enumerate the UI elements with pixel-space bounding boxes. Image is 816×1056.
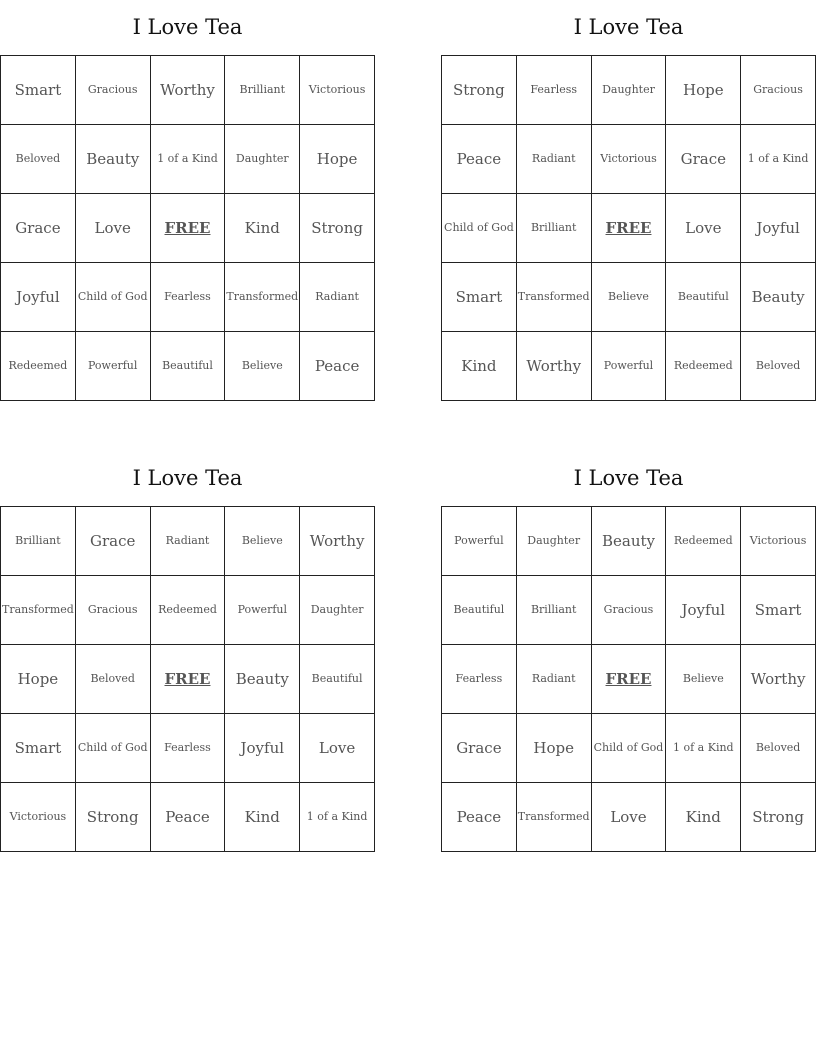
grid-cell: Daughter	[516, 507, 591, 576]
grid-cell: Believe	[666, 645, 741, 714]
grid-cell: Child of God	[75, 714, 150, 783]
grid-cell: Beauty	[75, 125, 150, 194]
bingo-grid	[0, 506, 375, 852]
grid-row	[442, 645, 816, 714]
grid-cell: Victorious	[1, 783, 76, 852]
grid-cell: Redeemed	[150, 576, 225, 645]
grid-row	[442, 783, 816, 852]
grid-row	[1, 645, 375, 714]
grid-row	[1, 125, 375, 194]
card-title: I Love Tea	[573, 15, 684, 39]
grid-cell: Transformed	[516, 263, 591, 332]
card-title: I Love Tea	[132, 466, 243, 490]
grid-cell: Worthy	[741, 645, 816, 714]
bingo-grid	[0, 55, 375, 401]
grid-row	[1, 194, 375, 263]
grid-row	[442, 332, 816, 401]
grid-row	[1, 332, 375, 401]
grid-cell: Joyful	[741, 194, 816, 263]
grid-cell: Beloved	[741, 714, 816, 783]
grid-cell: Fearless	[516, 56, 591, 125]
bingo-card-2	[441, 0, 816, 401]
grid-cell: Kind	[666, 783, 741, 852]
grid-cell: Beautiful	[442, 576, 517, 645]
grid-cell: Powerful	[75, 332, 150, 401]
grid-cell: Brilliant	[516, 576, 591, 645]
grid-cell: Love	[300, 714, 375, 783]
grid-cell: Strong	[442, 56, 517, 125]
grid-cell: Smart	[1, 714, 76, 783]
free-space-cell: FREE	[150, 645, 225, 714]
grid-cell: Smart	[741, 576, 816, 645]
grid-cell: Powerful	[225, 576, 300, 645]
grid-cell: Peace	[442, 783, 517, 852]
grid-cell: Strong	[75, 783, 150, 852]
grid-row	[442, 576, 816, 645]
grid-cell: Powerful	[442, 507, 517, 576]
grid-row	[442, 714, 816, 783]
grid-cell: Daughter	[225, 125, 300, 194]
grid-cell: Hope	[516, 714, 591, 783]
grid-cell: Radiant	[516, 125, 591, 194]
grid-row	[442, 507, 816, 576]
bingo-card-4	[441, 451, 816, 852]
grid-cell: Joyful	[1, 263, 76, 332]
bingo-grid	[441, 55, 816, 401]
grid-cell: Beauty	[225, 645, 300, 714]
grid-cell: Radiant	[516, 645, 591, 714]
grid-cell: Love	[666, 194, 741, 263]
grid-cell: Hope	[1, 645, 76, 714]
grid-cell: Victorious	[300, 56, 375, 125]
grid-row	[1, 507, 375, 576]
grid-cell: Victorious	[591, 125, 666, 194]
grid-cell: Powerful	[591, 332, 666, 401]
grid-cell: Daughter	[300, 576, 375, 645]
grid-cell: Love	[75, 194, 150, 263]
grid-cell: Beautiful	[666, 263, 741, 332]
grid-row	[1, 783, 375, 852]
grid-cell: Redeemed	[666, 332, 741, 401]
grid-row	[442, 125, 816, 194]
grid-cell: Beloved	[741, 332, 816, 401]
bingo-grid	[441, 506, 816, 852]
grid-cell: Gracious	[591, 576, 666, 645]
grid-row	[442, 56, 816, 125]
grid-row	[1, 263, 375, 332]
card-title: I Love Tea	[573, 466, 684, 490]
grid-cell: Grace	[1, 194, 76, 263]
grid-cell: Gracious	[75, 576, 150, 645]
bingo-card-3	[0, 451, 375, 852]
grid-cell: Believe	[225, 332, 300, 401]
grid-row	[1, 576, 375, 645]
grid-cell: Beloved	[1, 125, 76, 194]
grid-cell: Love	[591, 783, 666, 852]
grid-cell: Beauty	[741, 263, 816, 332]
grid-cell: Beauty	[591, 507, 666, 576]
grid-cell: Transformed	[1, 576, 76, 645]
grid-cell: Worthy	[300, 507, 375, 576]
grid-cell: Fearless	[442, 645, 517, 714]
grid-cell: Brilliant	[516, 194, 591, 263]
grid-cell: Gracious	[75, 56, 150, 125]
grid-cell: Gracious	[741, 56, 816, 125]
grid-cell: Fearless	[150, 714, 225, 783]
grid-cell: Hope	[300, 125, 375, 194]
grid-cell: Beautiful	[300, 645, 375, 714]
grid-cell: Redeemed	[666, 507, 741, 576]
grid-cell: Fearless	[150, 263, 225, 332]
grid-cell: Joyful	[666, 576, 741, 645]
grid-cell: 1 of a Kind	[741, 125, 816, 194]
grid-cell: Child of God	[75, 263, 150, 332]
grid-cell: Hope	[666, 56, 741, 125]
grid-row	[442, 263, 816, 332]
grid-cell: Beloved	[75, 645, 150, 714]
grid-cell: Worthy	[516, 332, 591, 401]
grid-cell: Redeemed	[1, 332, 76, 401]
grid-cell: Child of God	[591, 714, 666, 783]
free-space-cell: FREE	[591, 194, 666, 263]
grid-cell: Grace	[75, 507, 150, 576]
grid-cell: Transformed	[225, 263, 300, 332]
grid-cell: Smart	[442, 263, 517, 332]
grid-cell: Believe	[591, 263, 666, 332]
grid-cell: Transformed	[516, 783, 591, 852]
grid-cell: Smart	[1, 56, 76, 125]
grid-cell: Worthy	[150, 56, 225, 125]
grid-cell: Strong	[300, 194, 375, 263]
grid-cell: Believe	[225, 507, 300, 576]
grid-cell: 1 of a Kind	[300, 783, 375, 852]
grid-cell: Radiant	[150, 507, 225, 576]
grid-row	[1, 56, 375, 125]
grid-row	[1, 714, 375, 783]
grid-cell: Peace	[150, 783, 225, 852]
card-title: I Love Tea	[132, 15, 243, 39]
grid-cell: Peace	[442, 125, 517, 194]
grid-cell: Kind	[225, 783, 300, 852]
grid-cell: Kind	[442, 332, 517, 401]
grid-cell: Child of God	[442, 194, 517, 263]
grid-cell: Joyful	[225, 714, 300, 783]
grid-cell: Kind	[225, 194, 300, 263]
bingo-card-1	[0, 0, 375, 401]
grid-cell: 1 of a Kind	[150, 125, 225, 194]
grid-cell: Radiant	[300, 263, 375, 332]
grid-cell: Victorious	[741, 507, 816, 576]
grid-cell: Daughter	[591, 56, 666, 125]
grid-cell: Grace	[442, 714, 517, 783]
grid-cell: Brilliant	[1, 507, 76, 576]
free-space-cell: FREE	[150, 194, 225, 263]
grid-row	[442, 194, 816, 263]
grid-cell: 1 of a Kind	[666, 714, 741, 783]
grid-cell: Strong	[741, 783, 816, 852]
grid-cell: Peace	[300, 332, 375, 401]
grid-cell: Brilliant	[225, 56, 300, 125]
grid-cell: Beautiful	[150, 332, 225, 401]
free-space-cell: FREE	[591, 645, 666, 714]
grid-cell: Grace	[666, 125, 741, 194]
